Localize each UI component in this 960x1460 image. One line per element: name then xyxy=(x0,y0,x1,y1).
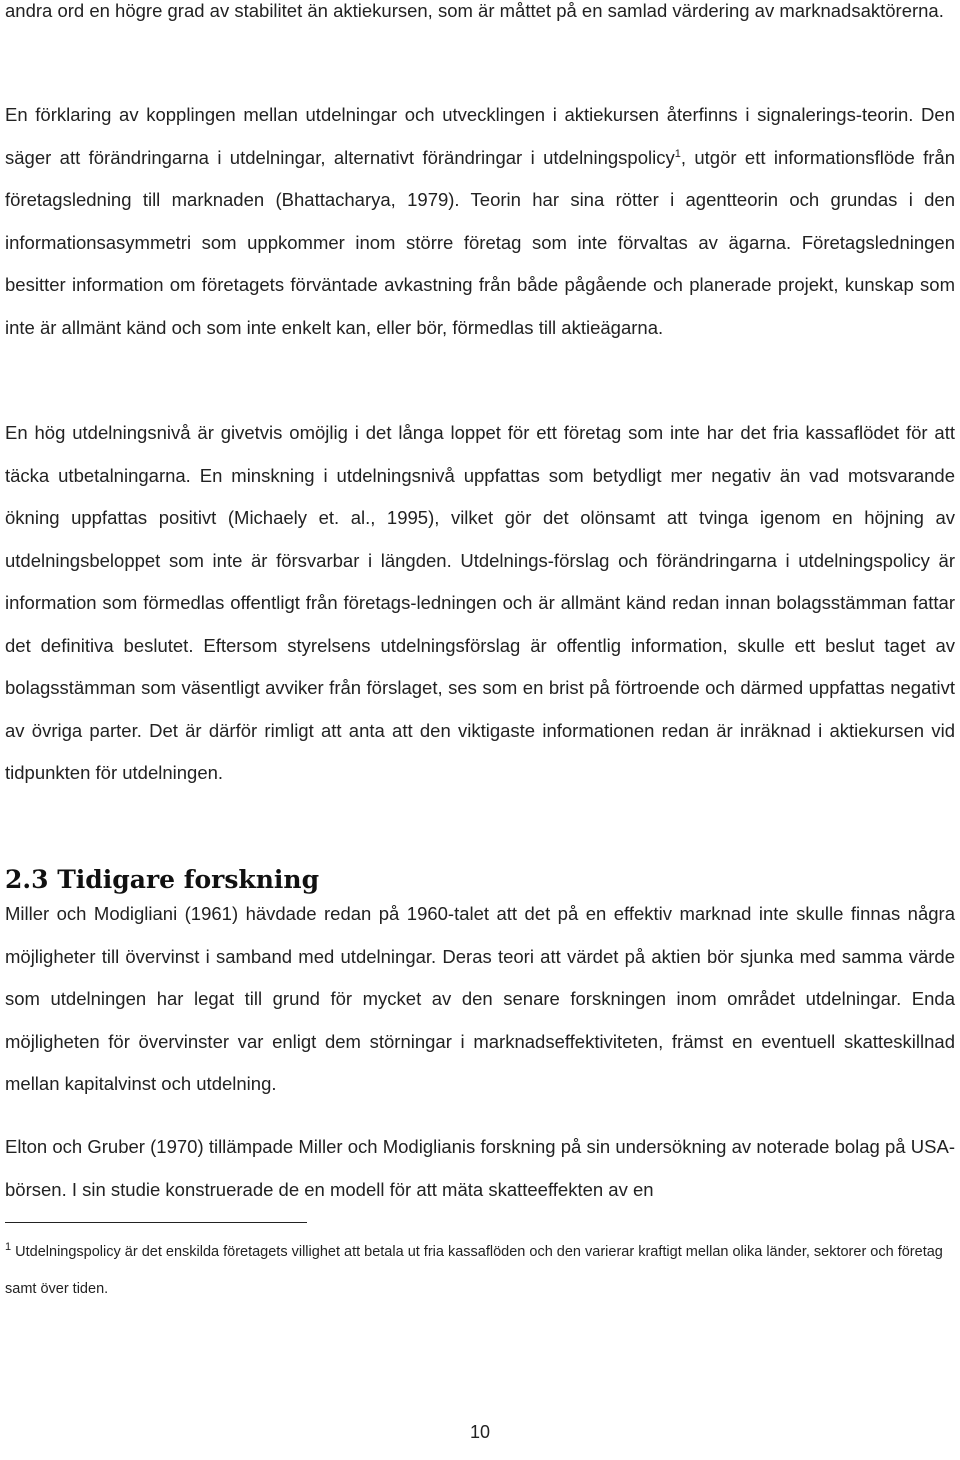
footnote-text: Utdelningspolicy är det enskilda företagets villighet att betala ut fria kassaflöden och den varierar kraftigt mellan olika länder, sektorer och företag samt över tiden. xyxy=(5,1244,943,1297)
section-heading: 2.3 Tidigare forskning xyxy=(5,865,320,894)
footnote-reference: 1 xyxy=(674,147,681,160)
paragraph-elton-gruber: Elton och Gruber (1970) tillämpade Miller och Modiglianis forskning på sin undersökning av noterade bolag på USA-börsen. I sin studie konstruerade de en modell för att mäta skatteeffekten av en xyxy=(5,1136,955,1200)
footnote xyxy=(5,1234,955,1308)
paragraph-text: , utgör ett informationsflöde från företagsledning till marknaden (Bhattacharya, 1979). Teorin har sina rötter i agentteorin och grundas i den informationsasymmetri som uppkommer inom större företag som inte förvaltas av ägarna. Företagsledningen besitter information om företagets förväntade avkastning från både pågående och planerade projekt, kunskap som inte är allmänt känd och som inte enkelt kan, eller bör, förmedlas till aktieägarna. xyxy=(5,146,956,338)
paragraph-stability: andra ord en högre grad av stabilitet än aktiekursen, som är måttet på en samlad värdering av marknadsaktörerna. xyxy=(5,0,944,21)
paragraph-signaling-theory xyxy=(5,94,955,349)
footnote-divider xyxy=(5,1222,307,1223)
page-number: 10 xyxy=(469,1422,491,1442)
paragraph-dividend-level: En hög utdelningsnivå är givetvis omöjlig i det långa loppet för ett företag som inte har det fria kassaflödet för att täcka utbetalningarna. En minskning i utdelningsnivå uppfattas som betydligt mer negativ än vad motsvarande ökning uppfattas positivt (Michaely et. al., 1995), vilket gör det olönsamt att tvinga igenom en höjning av utdelningsbeloppet som inte är försvarbar i längden. Utdelnings-förslag och förändringarna i utdelningspolicy är information som förmedlas offentligt från företags-ledningen och är allmänt känd redan innan bolagsstämman fattar det definitiva beslutet. Eftersom styrelsens utdelningsförslag är offentlig information, skulle ett beslut taget av bolagsstämman som väsentligt avviker från förslaget, ses som en brist på förtroende och därmed uppfattas negativt av övriga parter. Det är därför rimligt att anta att den viktigaste informationen redan är inräknad i aktiekursen vid tidpunkten för utdelningen. xyxy=(5,422,955,783)
paragraph-text: En förklaring av kopplingen mellan utdelningar och utvecklingen i aktiekursen återfinns i signalerings-teorin. Den säger att förändringarna i utdelningar, alternativt förändringar i utdelningspolicy xyxy=(5,104,955,168)
footnote-mark: 1 xyxy=(5,1241,12,1254)
paragraph-miller-modigliani: Miller och Modigliani (1961) hävdade redan på 1960-talet att det på en effektiv marknad inte skulle finnas några möjligheter till övervinst i samband med utdelningar. Deras teori att värdet på aktien bör sjunka med samma värde som utdelningen har legat till grund för mycket av den senare forskningen inom området utdelningar. Enda möjligheten för övervinster var enligt dem störningar i marknadseffektiviteten, främst en eventuell skatteskillnad mellan kapitalvinst och utdelning. xyxy=(5,903,955,1094)
